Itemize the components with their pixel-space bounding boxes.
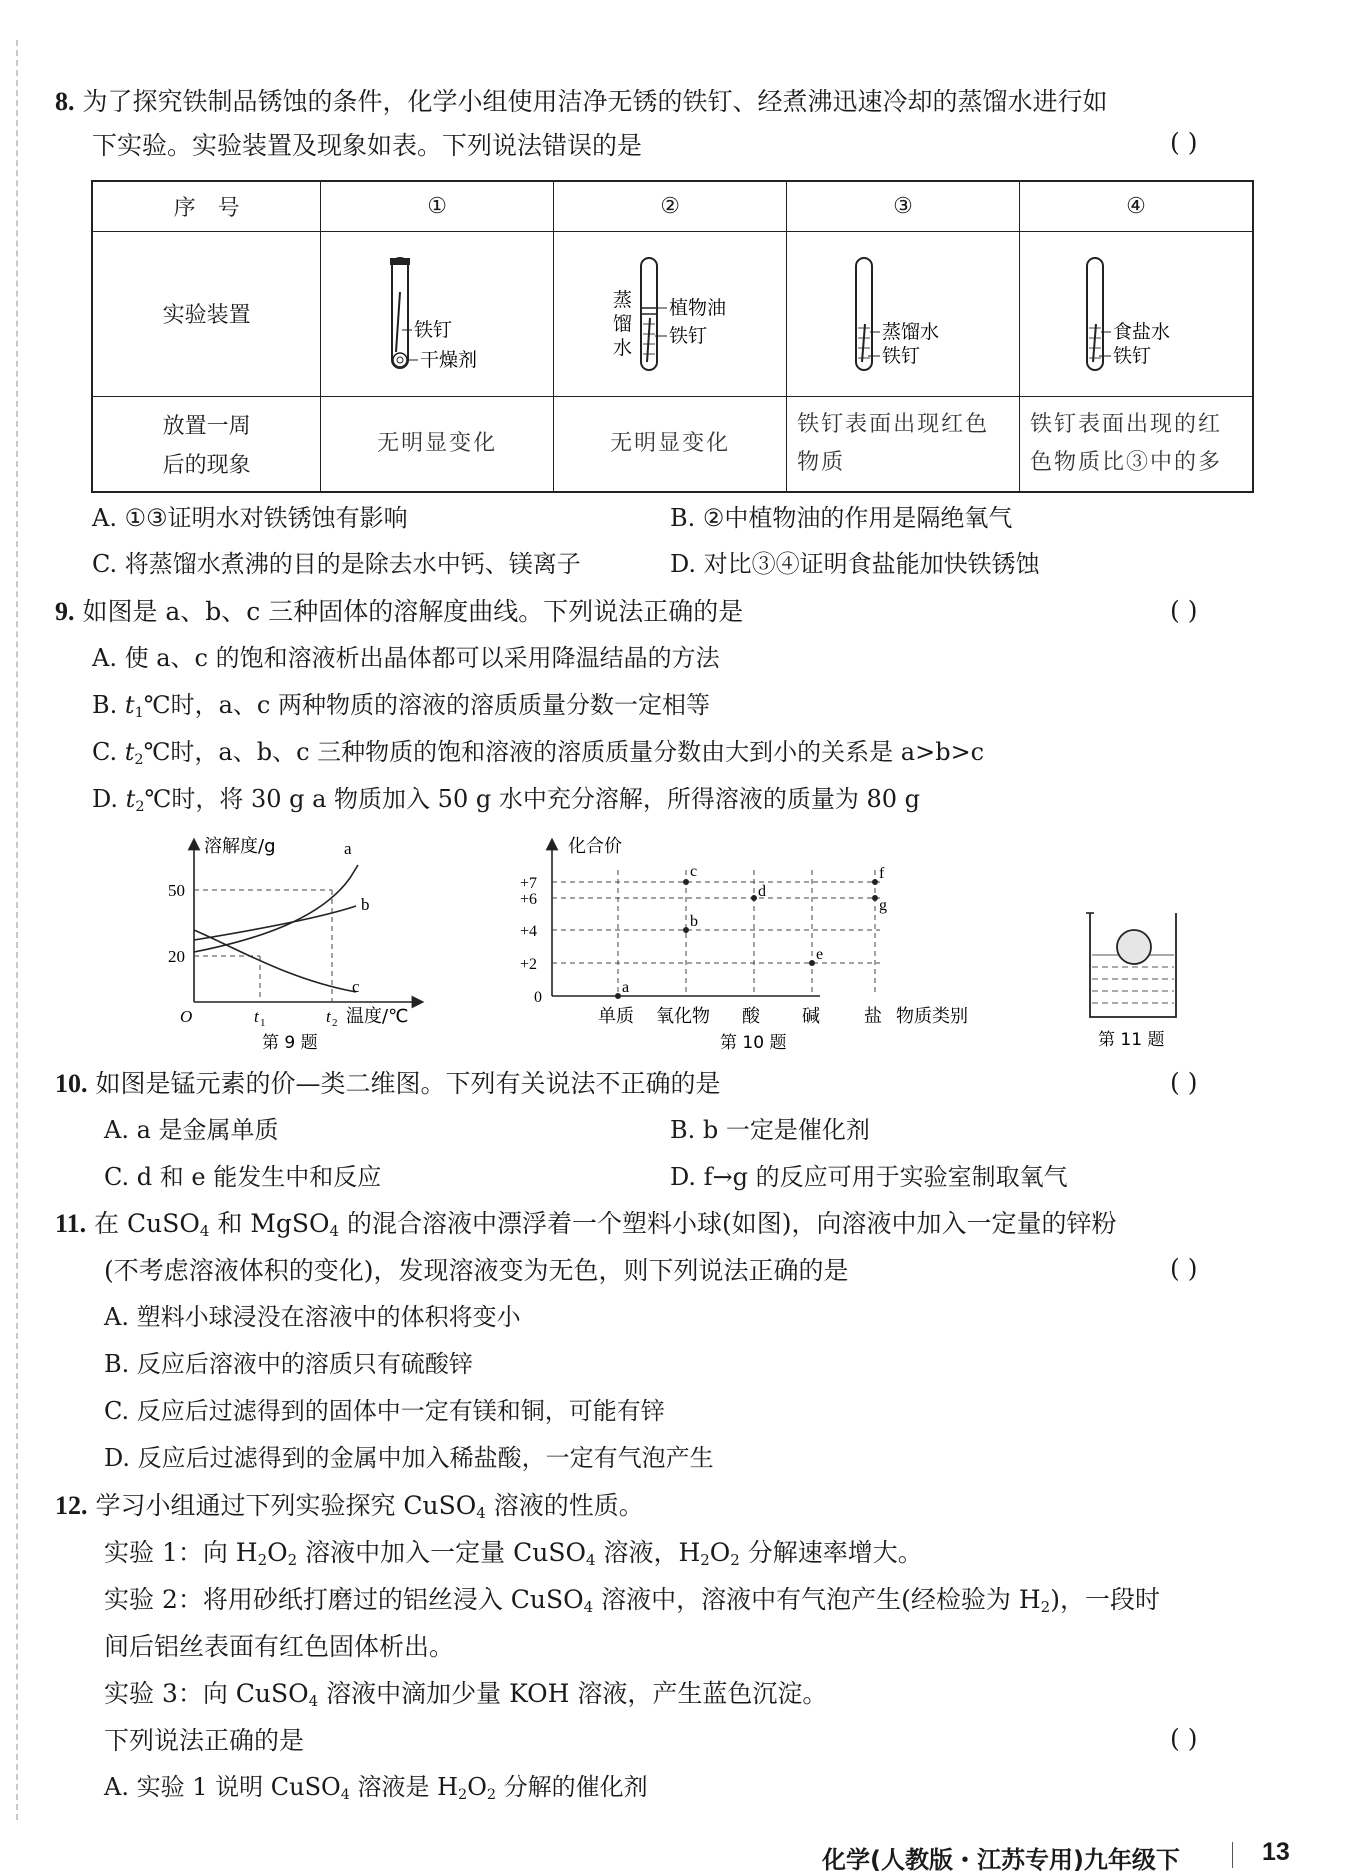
- fig9-y50: 50: [168, 881, 185, 900]
- fig10-xcat: 酸: [742, 1006, 760, 1027]
- subscript: 2: [700, 1551, 710, 1569]
- q12-text: O: [467, 1773, 487, 1801]
- point-label-b: b: [690, 913, 698, 930]
- point-label-a: a: [622, 979, 630, 996]
- q12-number: 12.: [55, 1491, 88, 1520]
- opt-prefix: B.: [92, 691, 125, 719]
- point-g: [872, 895, 878, 901]
- fig9-ylabel: 溶解度/g: [204, 836, 276, 857]
- device-2-cell: [554, 231, 787, 396]
- page-number: 13: [1262, 1838, 1290, 1866]
- q8-stem-line2: 下实验。实验装置及现象如表。下列说法错误的是: [92, 131, 643, 160]
- observation-header-line1: 放置一周: [162, 413, 251, 439]
- fig10-xcat: 氧化物: [656, 1006, 710, 1027]
- device-1-cell: [321, 231, 554, 396]
- footer-divider: [1232, 1842, 1233, 1868]
- fig9-label-a: a: [344, 839, 352, 858]
- fig9-solubility-graph: [160, 830, 450, 1055]
- q12-text: O: [709, 1538, 731, 1567]
- t-symbol: t: [124, 738, 135, 766]
- q8-answer-paren: ( ): [1170, 128, 1198, 157]
- fig10-xlabel: 物质类别: [896, 1006, 968, 1027]
- subscript: 2: [1040, 1598, 1051, 1616]
- q10-option-a: A. a 是金属单质: [104, 1116, 279, 1144]
- observation-2: 无明显变化: [554, 396, 787, 492]
- fig10-xcat: 盐: [864, 1006, 882, 1027]
- q9-number: 9.: [55, 597, 75, 626]
- table-header-seq: 序 号: [92, 181, 321, 231]
- plastic-ball: [1117, 930, 1151, 964]
- q8-option-c: C. 将蒸馏水煮沸的目的是除去水中钙、镁离子: [92, 550, 581, 578]
- test-tube-oil-diagram: [555, 232, 785, 390]
- t-subscript: 2: [135, 799, 145, 815]
- q12-text: 溶液中，溶液中有气泡产生(经检验为 H: [593, 1585, 1041, 1614]
- fig9-t2-sub: 2: [332, 1017, 338, 1029]
- label-nail: 铁钉: [414, 318, 453, 341]
- table-col-3: ③: [787, 181, 1020, 231]
- fig9-caption: 第 9 题: [262, 1033, 318, 1053]
- fig10-points: [615, 879, 878, 999]
- point-a: [615, 993, 621, 999]
- q12-text: A. 实验 1 说明 CuSO: [104, 1773, 341, 1801]
- q11-number: 11.: [55, 1209, 87, 1238]
- subscript: 4: [329, 1222, 340, 1240]
- binding-dashed-line: [16, 40, 18, 1820]
- q12-text: O: [267, 1538, 288, 1567]
- q11-option-b: B. 反应后溶液中的溶质只有硫酸锌: [104, 1350, 473, 1378]
- fig10-xcat: 单质: [598, 1006, 634, 1027]
- subscript: 2: [257, 1551, 268, 1569]
- observation-3: 铁钉表面出现红色物质: [787, 396, 1020, 492]
- test-tube-salt-water-diagram: [1021, 232, 1251, 390]
- test-tube-desiccant-diagram: [322, 232, 552, 390]
- test-tube-water-diagram: [788, 232, 1018, 390]
- q11-text: 在 CuSO: [94, 1209, 200, 1238]
- q12-text: 分解速率增大。: [739, 1538, 923, 1567]
- fig10-caption: 第 10 题: [720, 1033, 787, 1053]
- q9-option-b: [92, 682, 710, 736]
- q11-text: 的混合溶液中漂浮着一个塑料小球(如图)，向溶液中加入一定量的锌粉: [339, 1209, 1117, 1238]
- q9-option-c: [92, 729, 984, 783]
- label-water-1: 蒸: [613, 288, 633, 311]
- q10-option-c: C. d 和 e 能发生中和反应: [104, 1163, 382, 1191]
- label-nail: 铁钉: [669, 324, 708, 347]
- fig10-grid: [552, 870, 880, 996]
- q12-text: 溶液中加入一定量 CuSO: [297, 1538, 586, 1567]
- subscript: 2: [730, 1551, 740, 1569]
- label-water-2: 馏: [613, 312, 633, 335]
- table-header-device: 实验装置: [92, 231, 321, 396]
- q10-stem: 如图是锰元素的价—类二维图。下列有关说法不正确的是: [95, 1069, 721, 1098]
- fig11-beaker-diagram: [1080, 905, 1190, 1055]
- opt-text: ℃时，a、c 两种物质的溶液的溶质质量分数一定相等: [143, 691, 710, 719]
- fig10-ytick: +4: [520, 923, 538, 940]
- device-4-cell: [1020, 231, 1253, 396]
- t-symbol: t: [125, 785, 136, 813]
- q11-answer-paren: ( ): [1170, 1254, 1198, 1283]
- point-b: [683, 927, 689, 933]
- q10-option-b: B. b 一定是催化剂: [670, 1116, 870, 1144]
- label-desiccant: 干燥剂: [420, 348, 478, 371]
- fig9-t1: t: [254, 1007, 259, 1026]
- q8-number: 8.: [55, 87, 75, 116]
- fig9-label-c: c: [352, 977, 360, 996]
- q12-text: 溶液的性质。: [485, 1491, 644, 1520]
- subscript: 2: [287, 1551, 298, 1569]
- opt-text: ℃时，将 30 g a 物质加入 50 g 水中充分溶解，所得溶液的质量为 80 g: [144, 785, 920, 813]
- q12-answer-paren: ( ): [1170, 1724, 1198, 1753]
- subscript: 4: [340, 1787, 350, 1803]
- q12-text: 溶液，H: [595, 1538, 701, 1567]
- q11-stem-line2: (不考虑溶液体积的变化)，发现溶液变为无色，则下列说法正确的是: [104, 1256, 849, 1285]
- subscript: 4: [199, 1222, 210, 1240]
- opt-prefix: C.: [92, 738, 125, 766]
- q12-text: 实验 2：将用砂纸打磨过的铝丝浸入 CuSO: [104, 1585, 584, 1614]
- q12-ask: 下列说法正确的是: [104, 1726, 305, 1755]
- q8-line1: [55, 78, 1107, 126]
- label-nail: 铁钉: [1113, 344, 1152, 367]
- q11-option-d: D. 反应后过滤得到的金属中加入稀盐酸，一定有气泡产生: [104, 1444, 714, 1472]
- fig10-ylabel: 化合价: [568, 836, 622, 857]
- label-distilled-water: 蒸馏水: [882, 320, 940, 343]
- fig10-ytick: +2: [520, 956, 538, 973]
- q10-answer-paren: ( ): [1170, 1068, 1198, 1097]
- observation-header-line2: 后的现象: [162, 452, 251, 478]
- t-symbol: t: [124, 691, 135, 719]
- fig10-ytick: +6: [520, 891, 538, 908]
- point-c: [683, 879, 689, 885]
- fig9-t1-sub: 1: [260, 1017, 266, 1029]
- q12-option-a: [104, 1764, 648, 1818]
- t-subscript: 2: [134, 752, 144, 768]
- point-label-c: c: [690, 863, 698, 880]
- point-f: [872, 879, 878, 885]
- q11-option-a: A. 塑料小球浸没在溶液中的体积将变小: [104, 1303, 521, 1331]
- label-salt-water: 食盐水: [1113, 320, 1171, 343]
- point-label-d: d: [758, 883, 766, 900]
- q8-option-d: D. 对比③④证明食盐能加快铁锈蚀: [670, 550, 1040, 578]
- q12-text: 学习小组通过下列实验探究 CuSO: [95, 1491, 477, 1520]
- fig9-t2: t: [326, 1007, 331, 1026]
- t-subscript: 1: [134, 705, 144, 721]
- q8-experiment-table: [91, 180, 1254, 493]
- q12-experiment-2-line2: 间后铝丝表面有红色固体析出。: [104, 1632, 455, 1661]
- fig9-y20: 20: [168, 947, 185, 966]
- fig9-label-b: b: [361, 895, 370, 914]
- q12-text: 实验 1：向 H: [104, 1538, 258, 1567]
- table-col-2: ②: [554, 181, 787, 231]
- fig10-ytick: +7: [520, 875, 538, 892]
- subscript: 4: [308, 1692, 319, 1710]
- point-d: [751, 895, 757, 901]
- point-label-f: f: [879, 865, 885, 882]
- q12-text: 实验 3：向 CuSO: [104, 1679, 309, 1708]
- label-plant-oil: 植物油: [669, 296, 727, 319]
- subscript: 4: [585, 1551, 596, 1569]
- fig9-xlabel: 温度/℃: [346, 1006, 409, 1027]
- q12-text: )，一段时: [1050, 1585, 1160, 1614]
- q10-option-d: D. f→g 的反应可用于实验室制取氧气: [670, 1163, 1068, 1191]
- fig10-ytick: 0: [534, 989, 542, 1006]
- device-3-cell: [787, 231, 1020, 396]
- observation-1: 无明显变化: [321, 396, 554, 492]
- subscript: 4: [583, 1598, 594, 1616]
- observation-4: 铁钉表面出现的红色物质比③中的多: [1020, 396, 1253, 492]
- q12-text: 溶液是 H: [349, 1773, 459, 1801]
- fig11-caption: 第 11 题: [1098, 1030, 1165, 1050]
- label-water-3: 水: [613, 336, 633, 359]
- table-header-observation: [92, 396, 321, 492]
- point-e: [809, 960, 815, 966]
- q8-option-a: A. ①③证明水对铁锈蚀有影响: [92, 504, 408, 532]
- subscript: 4: [476, 1504, 486, 1522]
- opt-prefix: D.: [92, 785, 126, 813]
- curve-a: [194, 865, 358, 952]
- fig9-origin: O: [180, 1007, 193, 1026]
- q10-number: 10.: [55, 1069, 88, 1098]
- q9-answer-paren: ( ): [1170, 596, 1198, 625]
- q11-text: 和 MgSO: [209, 1209, 330, 1238]
- q12-text: 分解的催化剂: [496, 1773, 648, 1801]
- q9-option-d: [92, 776, 920, 830]
- point-label-e: e: [816, 946, 824, 963]
- q10-stem-line: [55, 1060, 720, 1108]
- q9-option-a: A. 使 a、c 的饱和溶液析出晶体都可以采用降温结晶的方法: [92, 644, 720, 672]
- q12-text: 溶液中滴加少量 KOH 溶液，产生蓝色沉淀。: [318, 1679, 828, 1708]
- subscript: 2: [458, 1787, 468, 1803]
- footer-book-title: 化学(人教版・江苏专用)九年级下: [822, 1846, 1180, 1874]
- subscript: 2: [486, 1787, 497, 1803]
- point-label-g: g: [879, 897, 887, 914]
- q8-stem-line1: 为了探究铁制品锈蚀的条件，化学小组使用洁净无锈的铁钉、经煮沸迅速冷却的蒸馏水进行如: [82, 87, 1108, 116]
- label-nail: 铁钉: [882, 344, 921, 367]
- table-col-4: ④: [1020, 181, 1253, 231]
- q8-option-b: B. ②中植物油的作用是隔绝氧气: [670, 504, 1013, 532]
- fig10-xcat: 碱: [802, 1006, 820, 1027]
- fig10-valence-class-graph: [520, 830, 990, 1055]
- q11-option-c: C. 反应后过滤得到的固体中一定有镁和铜，可能有锌: [104, 1397, 665, 1425]
- q9-stem-line: [55, 588, 743, 636]
- table-col-1: ①: [321, 181, 554, 231]
- q9-stem: 如图是 a、b、c 三种固体的溶解度曲线。下列说法正确的是: [82, 597, 744, 626]
- opt-text: ℃时，a、b、c 三种物质的饱和溶液的溶质质量分数由大到小的关系是 a>b>c: [143, 738, 985, 766]
